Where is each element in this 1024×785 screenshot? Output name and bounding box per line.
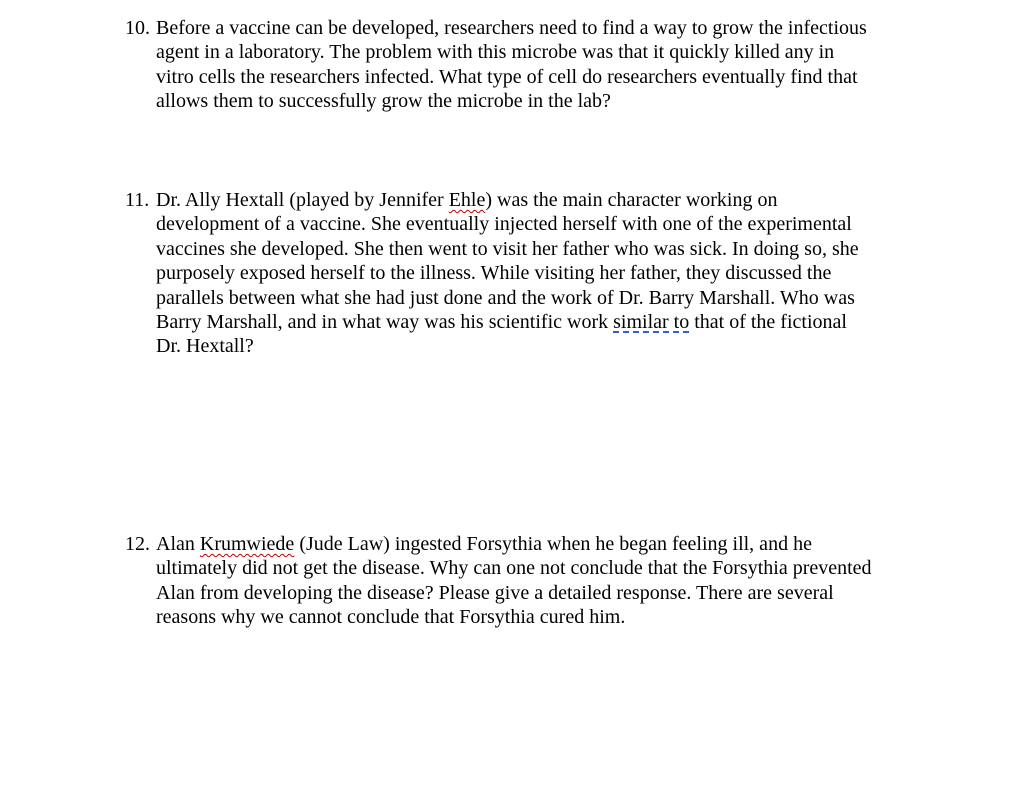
- text-line: reasons why we cannot conclude that Forsythia cured him.: [156, 606, 626, 629]
- text-line: Before a vaccine can be developed, researchers need to find a way to grow the infectious: [156, 17, 867, 39]
- text-line: [156, 188, 925, 212]
- text-segment: ) was the main character working on: [485, 189, 778, 211]
- text-line: ultimately did not get the disease. Why can one not conclude that the Forsythia prevented: [156, 557, 872, 580]
- question-text: [156, 532, 925, 630]
- text-line: parallels between what she had just done and the work of Dr. Barry Marshall. Who was: [156, 286, 855, 309]
- spelling-flagged-word[interactable]: Ehle: [448, 189, 486, 211]
- grammar-flagged-phrase[interactable]: similar to: [613, 311, 690, 334]
- text-segment: Dr. Ally Hextall (played by Jennifer: [156, 189, 449, 211]
- question-11: [125, 188, 925, 359]
- question-number: 12.: [125, 533, 150, 555]
- text-line: development of a vaccine. She eventually injected herself with one of the experimental: [156, 213, 852, 236]
- question-10: [125, 16, 925, 114]
- text-segment: Alan: [156, 533, 200, 555]
- question-text: [156, 16, 925, 114]
- text-segment: that of the fictional: [689, 311, 847, 334]
- text-line: Alan from developing the disease? Please give a detailed response. There are several: [156, 581, 834, 604]
- spelling-flagged-word[interactable]: Krumwiede: [199, 533, 295, 555]
- text-line: [156, 532, 925, 556]
- text-line: vaccines she developed. She then went to visit her father who was sick. In doing so, she: [156, 237, 859, 260]
- text-segment: (Jude Law) ingested Forsythia when he began feeling ill, and he: [294, 533, 812, 555]
- question-number: 10.: [125, 17, 150, 39]
- text-line: purposely exposed herself to the illness. While visiting her father, they discussed the: [156, 262, 832, 285]
- text-line: vitro cells the researchers infected. What type of cell do researchers eventually find that: [156, 65, 858, 88]
- text-segment: Barry Marshall, and in what way was his scientific work: [156, 311, 614, 334]
- question-number: 11.: [125, 189, 150, 211]
- text-line: Dr. Hextall?: [156, 335, 254, 358]
- question-text: [156, 188, 925, 359]
- question-12: [125, 532, 925, 630]
- text-line: agent in a laboratory. The problem with this microbe was that it quickly killed any in: [156, 41, 835, 64]
- text-line: allows them to successfully grow the microbe in the lab?: [156, 90, 611, 113]
- text-line: [156, 310, 925, 334]
